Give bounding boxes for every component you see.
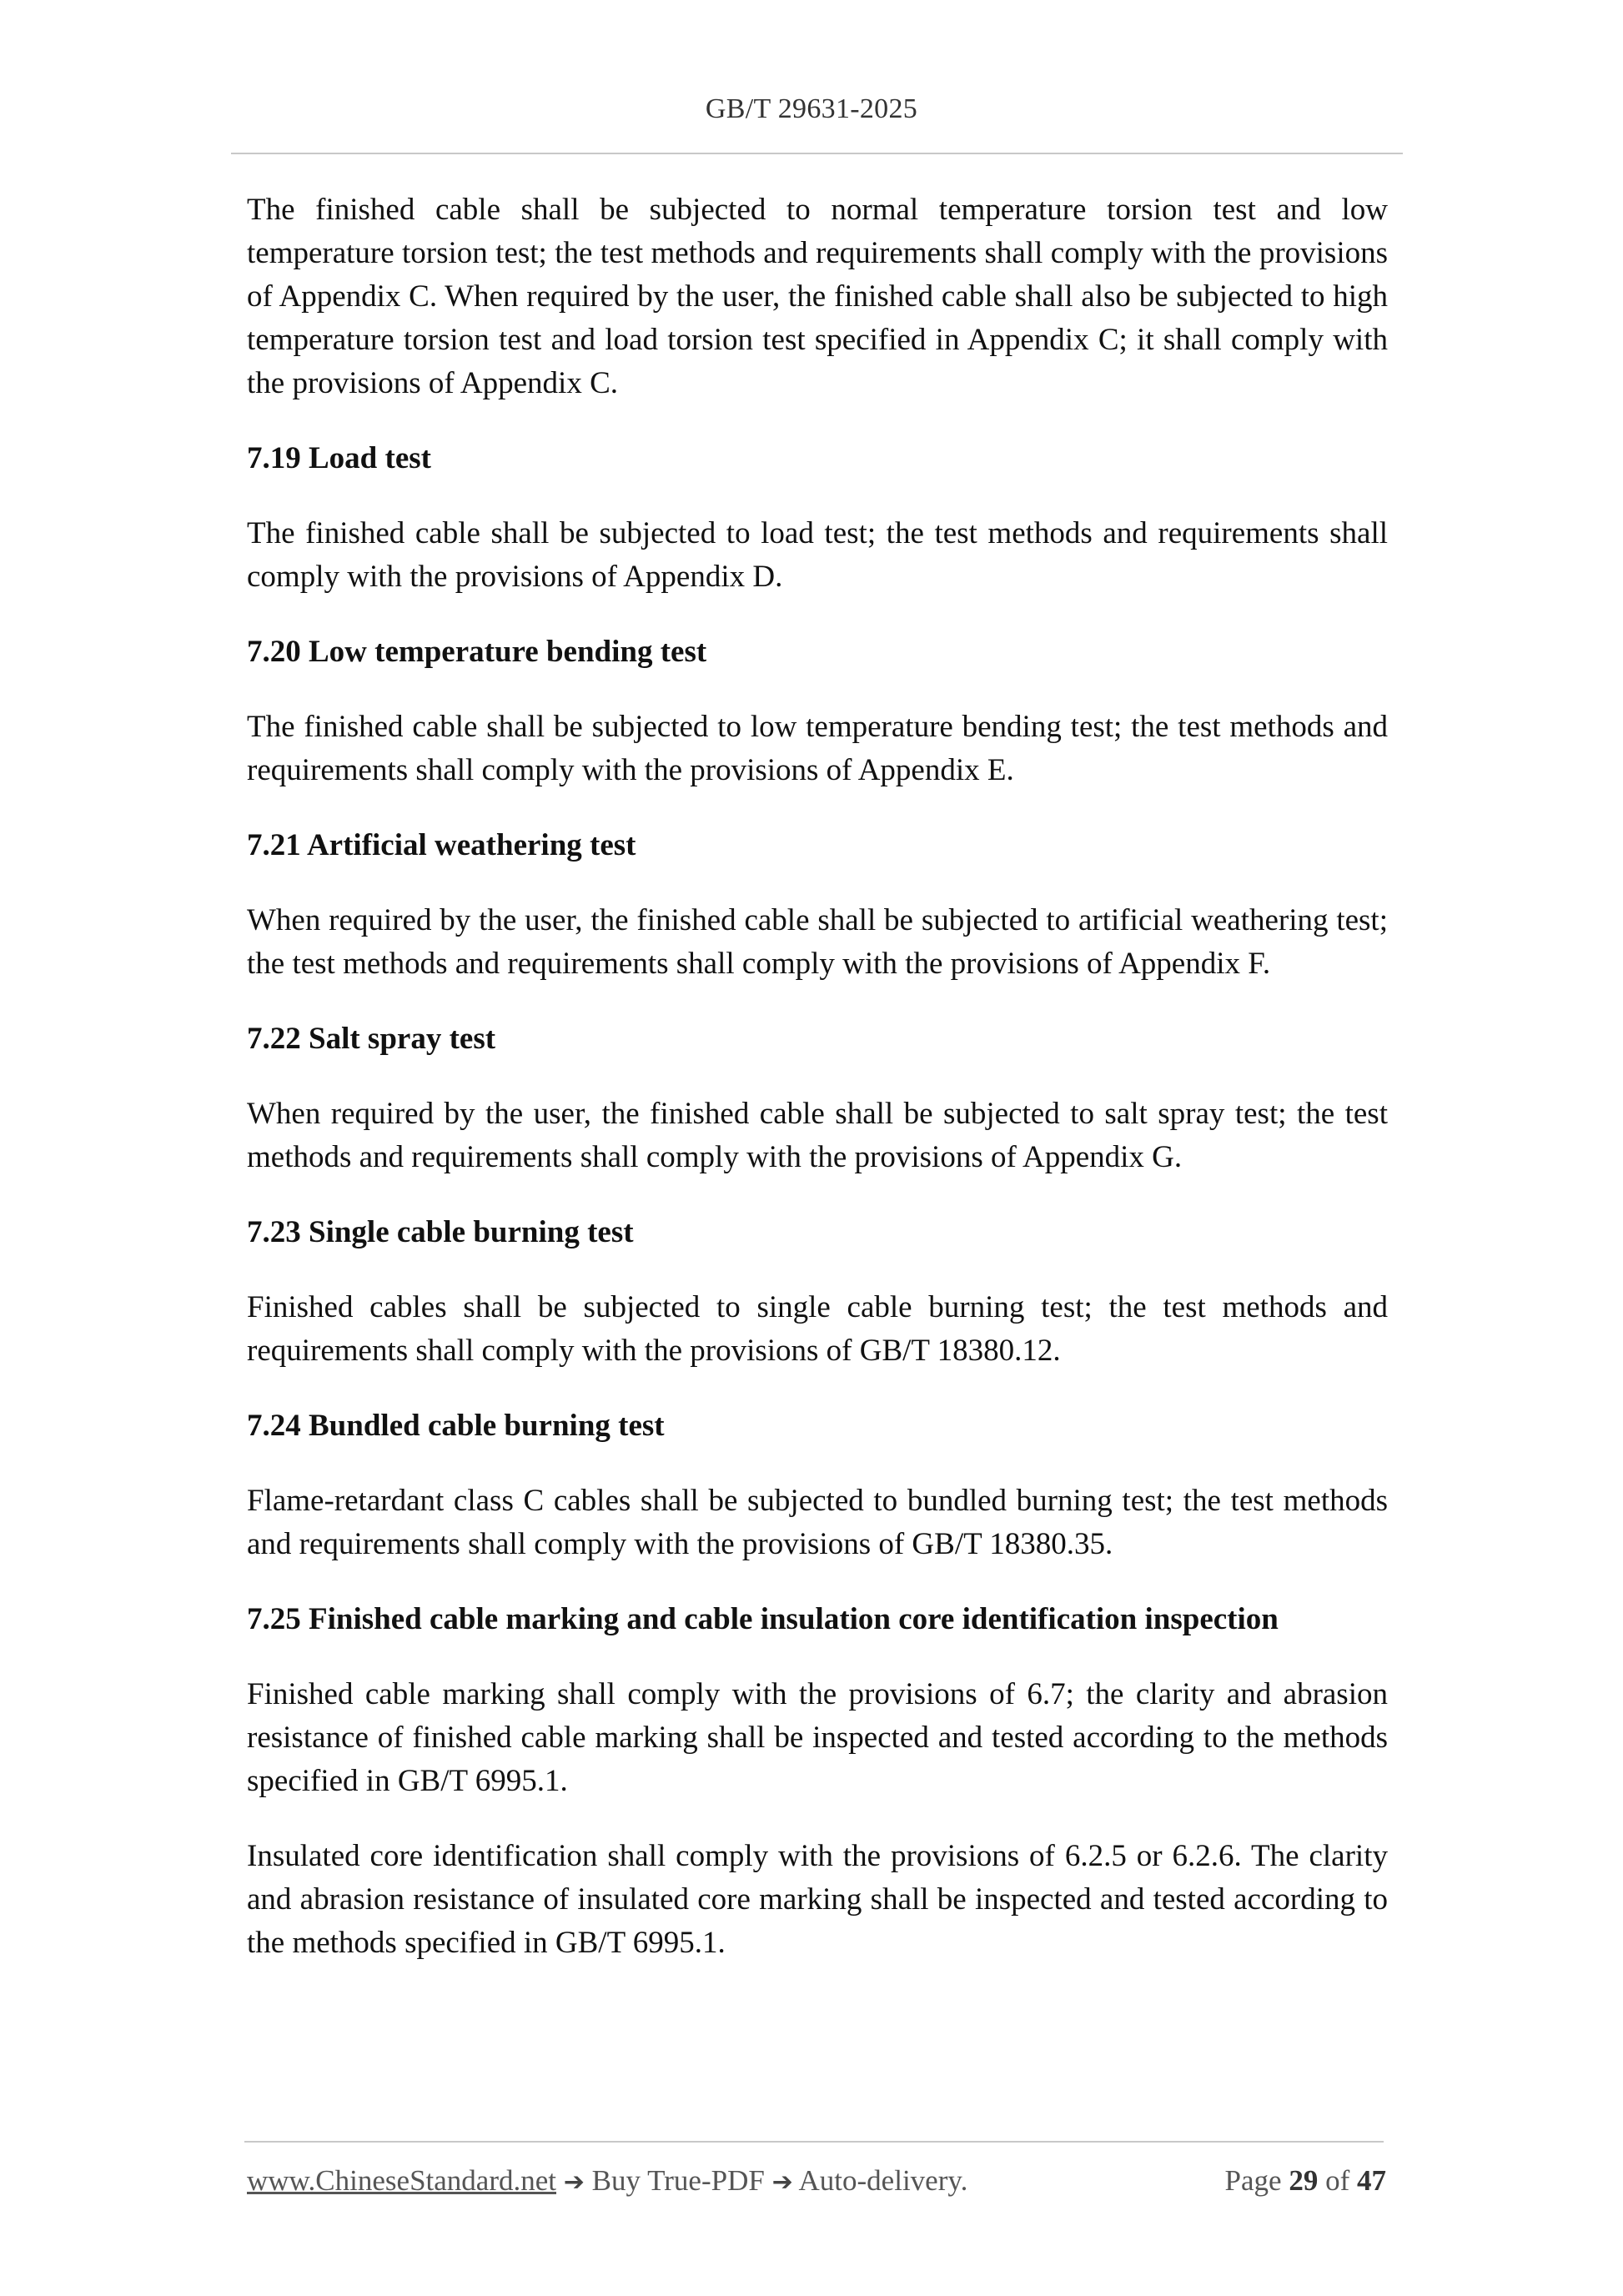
section-paragraph: When required by the user, the finished cable shall be subjected to salt spray test; the test methods and requirements shall comply with the provisions of Appendix G. [247,1097,1388,1174]
section-7-25 [247,1598,1388,1965]
section-7-20 [247,631,1388,792]
section-paragraph: Finished cables shall be subjected to single cable burning test; the test methods and requirements shall comply with the provisions of GB/T 18380.12. [247,1290,1388,1368]
section-paragraph: When required by the user, the finished cable shall be subjected to artificial weathering test; the test methods and requirements shall comply with the provisions of Appendix F. [247,903,1388,981]
section-paragraph: Flame-retardant class C cables shall be subjected to bundled burning test; the test methods and requirements shall comply with the provisions of GB/T 18380.35. [247,1484,1388,1561]
section-paragraph: Finished cable marking shall comply with the provisions of 6.7; the clarity and abrasion resistance of finished cable marking shall be inspected and tested according to the methods specified in GB/T 6995.1. [247,1677,1388,1798]
section-heading: 7.19 Load test [247,441,431,475]
section-paragraph: The finished cable shall be subjected to load test; the test methods and requirements shall comply with the provisions of Appendix D. [247,516,1388,594]
of-label: of [1325,2164,1350,2197]
total-pages: 47 [1357,2164,1386,2197]
section-paragraph: Insulated core identification shall comply with the provisions of 6.2.5 or 6.2.6. The clarity and abrasion resistance of insulated core marking shall be inspected and tested according to the methods specified in GB/T 6995.1. [247,1839,1388,1960]
section-7-24 [247,1404,1388,1566]
document-body [247,188,1388,1997]
section-heading: 7.20 Low temperature bending test [247,635,707,669]
section-7-19 [247,437,1388,599]
footer-divider [244,2141,1384,2143]
header-divider [231,153,1403,154]
right-arrow-icon: ➔ [563,2168,585,2197]
delivery-text: Auto-delivery. [798,2164,968,2197]
website-link[interactable]: www.ChineseStandard.net [247,2164,556,2197]
intro-paragraph: The finished cable shall be subjected to normal temperature torsion test and low temperature torsion test; the test methods and requirements shall comply with the provisions of Appendix C. When required by the user, the finished cable shall also be subjected to high temperature torsion test and load torsion test specified in Appendix C; it shall comply with the provisions of Appendix C. [247,193,1388,400]
section-heading: 7.23 Single cable burning test [247,1215,634,1249]
section-7-22 [247,1017,1388,1179]
section-7-21 [247,824,1388,986]
section-7-23 [247,1211,1388,1373]
section-heading: 7.22 Salt spray test [247,1022,496,1056]
buy-text: Buy True-PDF [591,2164,765,2197]
section-paragraph: The finished cable shall be subjected to low temperature bending test; the test methods and requirements shall comply with the provisions of Appendix E. [247,710,1388,787]
document-header: GB/T 29631-2025 [705,93,918,124]
page-number: 29 [1289,2164,1319,2197]
section-heading: 7.25 Finished cable marking and cable insulation core identification inspection [247,1602,1279,1636]
footer-promo [247,2162,967,2202]
page-label: Page [1224,2164,1282,2197]
section-heading: 7.21 Artificial weathering test [247,828,636,862]
section-heading: 7.24 Bundled cable burning test [247,1409,665,1443]
page-indicator [1225,2162,1386,2200]
right-arrow-icon: ➔ [771,2168,793,2197]
